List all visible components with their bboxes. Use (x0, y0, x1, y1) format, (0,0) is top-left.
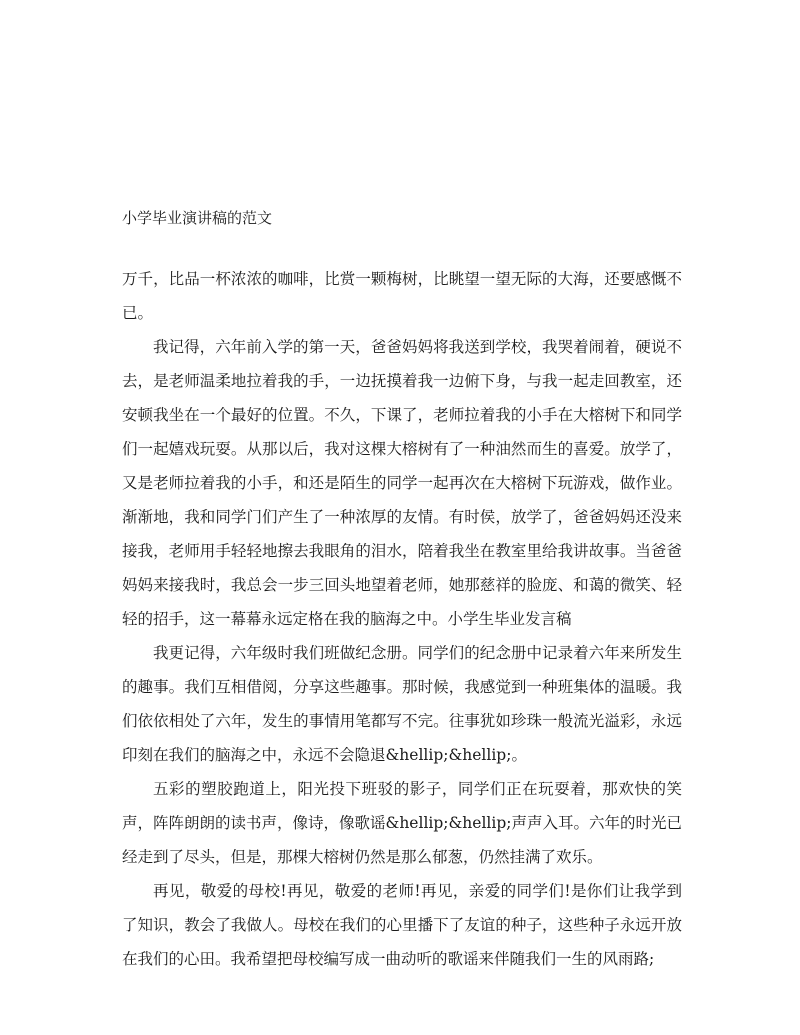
document-body (122, 262, 682, 976)
paragraph-5: 再见，敬爱的母校!再见，敬爱的老师!再见，亲爱的同学们!是你们让我学到了知识，教会了我做人。母校在我们的心里播下了友谊的种子，这些种子永远开放在我们的心田。我希望把母校编写成一曲动听的歌谣来伴随我们一生的风雨路; (122, 882, 682, 968)
paragraph-3: 我更记得，六年级时我们班做纪念册。同学们的纪念册中记录着六年来所发生的趣事。我们互相借阅，分享这些趣事。那时候，我感觉到一种班集体的温暖。我们依依相处了六年，发生的事情用笔都写不完。往事犹如珍珠一般流光溢彩，永远印刻在我们的脑海之中，永远不会隐退&hellip;&hellip;。 (122, 644, 682, 764)
paragraph-2: 我记得，六年前入学的第一天，爸爸妈妈将我送到学校，我哭着闹着，硬说不去，是老师温柔地拉着我的手，一边抚摸着我一边俯下身，与我一起走回教室，还安顿我坐在一个最好的位置。不久，下课了，老师拉着我的小手在大榕树下和同学们一起嬉戏玩耍。从那以后，我对这棵大榕树有了一种油然而生的喜爱。放学了，又是老师拉着我的小手，和还是陌生的同学一起再次在大榕树下玩游戏，做作业。渐渐地，我和同学门们产生了一种浓厚的友情。有时侯，放学了，爸爸妈妈还没来接我，老师用手轻轻地擦去我眼角的泪水，陪着我坐在教室里给我讲故事。当爸爸妈妈来接我时，我总会一步三回头地望着老师，她那慈祥的脸庞、和蔼的微笑、轻轻的招手，这一幕幕永远定格在我的脑海之中。小学生毕业发言稿 (122, 338, 682, 628)
paragraph-1: 万千，比品一杯浓浓的咖啡，比赏一颗梅树，比眺望一望无际的大海，还要感慨不已。 (122, 270, 682, 322)
document-title: 小学毕业演讲稿的范文 (122, 209, 273, 227)
paragraph-4: 五彩的塑胶跑道上，阳光投下班驳的影子，同学们正在玩耍着，那欢快的笑声，阵阵朗朗的读书声，像诗，像歌谣&hellip;&hellip;声声入耳。六年的时光已经走到了尽头，但是，那棵大榕树仍然是那么郁葱，仍然挂满了欢乐。 (122, 780, 682, 866)
